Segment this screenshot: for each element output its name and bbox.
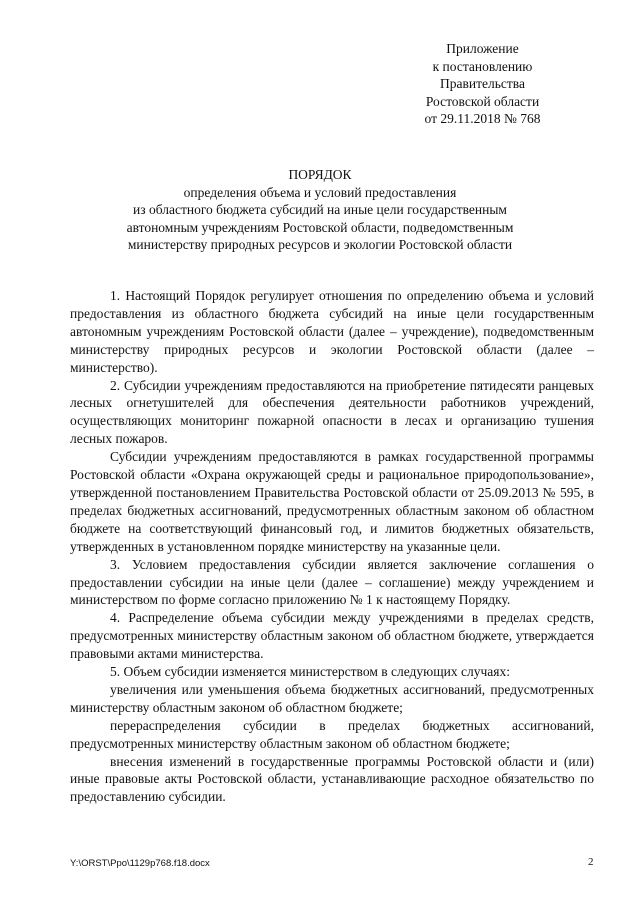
- page-number: 2: [588, 856, 594, 868]
- paragraph: увеличения или уменьшения объема бюджетных ассигнований, предусмотренных министерству областным законом об областном бюджете;: [70, 681, 594, 715]
- appendix-line: Приложение: [446, 41, 519, 56]
- document-title: [60, 166, 580, 254]
- appendix-line: Ростовской области: [425, 93, 540, 109]
- title-line: министерству природных ресурсов и экологии Ростовской области: [127, 237, 513, 253]
- footer-file-path: Y:\ORST\Ppo\1129p768.f18.docx: [70, 858, 210, 869]
- appendix-block: [400, 40, 565, 128]
- paragraph: Субсидии учреждениям предоставляются в рамках государственной программы Ростовской области «Охрана окружающей среды и рациональное природопользование», утвержденной постановлением Правительства Ростовской области от 25.09.2013 № 595, в пределах бюджетных ассигнований, предусмотренных областным законом об областном бюджете на соответствующий финансовый год, и лимитов бюджетных обязательств, утвержденных в установленном порядке министерству на указанные цели.: [70, 449, 594, 554]
- paragraph: перераспределения субсидии в пределах бюджетных ассигнований, предусмотренных министерству областным законом об областном бюджете;: [70, 717, 594, 751]
- paragraph: 3. Условием предоставления субсидии является заключение соглашения о предоставлении субсидии на иные цели (далее – соглашение) между учреждением и министерством по форме согласно приложению № 1 к настоящему Порядку.: [70, 556, 594, 608]
- paragraph: внесения изменений в государственные программы Ростовской области и (или) иные правовые акты Ростовской области, устанавливающие расходное обязательство по предоставлению субсидии.: [70, 753, 594, 805]
- paragraph: 4. Распределение объема субсидии между учреждениями в пределах средств, предусмотренных министерству областным законом об областном бюджете, утверждается правовыми актами министерства.: [70, 610, 594, 662]
- paragraph: 5. Объем субсидии изменяется министерством в следующих случаях:: [110, 664, 510, 680]
- appendix-line: от 29.11.2018 № 768: [424, 111, 541, 126]
- document-body: [70, 287, 594, 806]
- title-heading: ПОРЯДОК: [288, 167, 352, 182]
- paragraph: 1. Настоящий Порядок регулирует отношения по определению объема и условий предоставления из областного бюджета субсидий на иные цели государственным автономным учреждениям Ростовской области (далее – учреждение), подведомственным министерству природных ресурсов и экологии Ростовской области (далее – министерство).: [70, 288, 594, 375]
- paragraph: 2. Субсидии учреждениям предоставляются на приобретение пятидесяти ранцевых лесных огнетушителей для обеспечения деятельности работников учреждений, осуществляющих мониторинг пожарной опасности в лесах и организацию тушения лесных пожаров.: [70, 377, 594, 447]
- title-line: из областного бюджета субсидий на иные цели государственным: [133, 202, 507, 218]
- title-line: определения объема и условий предоставления: [183, 184, 457, 200]
- appendix-line: Правительства: [440, 76, 525, 91]
- appendix-line: к постановлению: [432, 58, 533, 74]
- title-line: автономным учреждениям Ростовской области, подведомственным: [126, 219, 514, 235]
